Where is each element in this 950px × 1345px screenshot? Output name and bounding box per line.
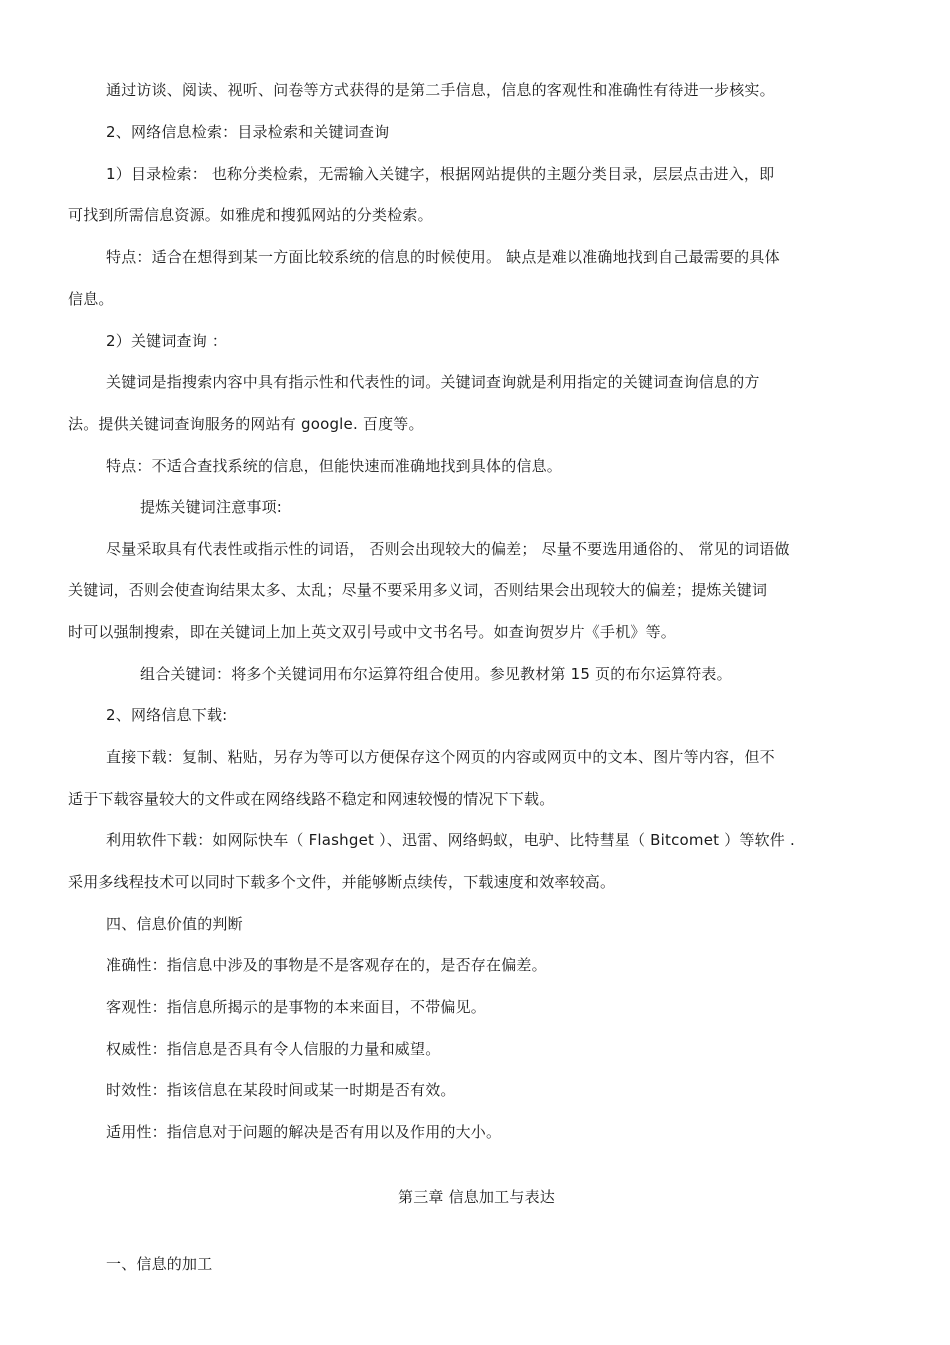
section-heading: 2、网络信息检索：目录检索和关键词查询 bbox=[106, 123, 390, 141]
text-line: 通过访谈、阅读、视听、问卷等方式获得的是第二手信息，信息的客观性和准确性有待进一步核实。 bbox=[106, 81, 775, 99]
text-line: 组合关键词：将多个关键词用布尔运算符组合使用。参见教材第 15 页的布尔运算符表。 bbox=[140, 665, 732, 683]
text-line: 准确性：指信息中涉及的事物是不是客观存在的，是否存在偏差。 bbox=[106, 956, 547, 974]
text-line: 关键词，否则会使查询结果太多、太乱；尽量不要采用多义词，否则结果会出现较大的偏差；提炼关键词 bbox=[68, 581, 768, 599]
section-heading: 2、网络信息下载: bbox=[106, 706, 228, 724]
text-line: 法。提供关键词查询服务的网站有 google. 百度等。 bbox=[68, 415, 424, 433]
text-line: 适于下载容量较大的文件或在网络线路不稳定和网速较慢的情况下下载。 bbox=[68, 790, 555, 808]
text-line: 时可以强制搜索，即在关键词上加上英文双引号或中文书名号。如查询贺岁片《手机》等。 bbox=[68, 623, 677, 641]
text-line: 利用软件下载：如网际快车（ Flashget ）、迅雷、网络蚂蚁，电驴、比特彗星（ Bitcomet ）等软件 . bbox=[106, 831, 795, 849]
text-line: 客观性：指信息所揭示的是事物的本来面目，不带偏见。 bbox=[106, 998, 487, 1016]
subsection-heading: 2）关键词查询 ： bbox=[106, 332, 228, 350]
chapter-title: 第三章 信息加工与表达 bbox=[398, 1188, 555, 1206]
text-line: 适用性：指信息对于问题的解决是否有用以及作用的大小。 bbox=[106, 1123, 502, 1141]
text-line: 采用多线程技术可以同时下载多个文件，并能够断点续传，下载速度和效率较高。 bbox=[68, 873, 616, 891]
section-heading: 四、信息价值的判断 bbox=[106, 915, 243, 933]
text-line: 特点：不适合查找系统的信息，但能快速而准确地找到具体的信息。 bbox=[106, 457, 563, 475]
text-line: 1）目录检索： 也称分类检索，无需输入关键字，根据网站提供的主题分类目录，层层点击进入，即 bbox=[106, 165, 775, 183]
text-line: 关键词是指搜索内容中具有指示性和代表性的词。关键词查询就是利用指定的关键词查询信息的方 bbox=[106, 373, 760, 391]
text-line: 时效性：指该信息在某段时间或某一时期是否有效。 bbox=[106, 1081, 456, 1099]
text-line: 直接下载：复制、粘贴，另存为等可以方便保存这个网页的内容或网页中的文本、图片等内容，但不 bbox=[106, 748, 775, 766]
text-line: 可找到所需信息资源。如雅虎和搜狐网站的分类检索。 bbox=[68, 206, 433, 224]
text-line: 提炼关键词注意事项: bbox=[140, 498, 283, 516]
text-line: 特点：适合在想得到某一方面比较系统的信息的时候使用。 缺点是难以准确地找到自己最需要的具体 bbox=[106, 248, 780, 266]
section-heading: 一、信息的加工 bbox=[106, 1255, 213, 1273]
text-line: 尽量采取具有代表性或指示性的词语， 否则会出现较大的偏差； 尽量不要选用通俗的、 常见的词语做 bbox=[106, 540, 790, 558]
text-line: 权威性：指信息是否具有令人信服的力量和威望。 bbox=[106, 1040, 441, 1058]
text-line: 信息。 bbox=[68, 290, 114, 308]
